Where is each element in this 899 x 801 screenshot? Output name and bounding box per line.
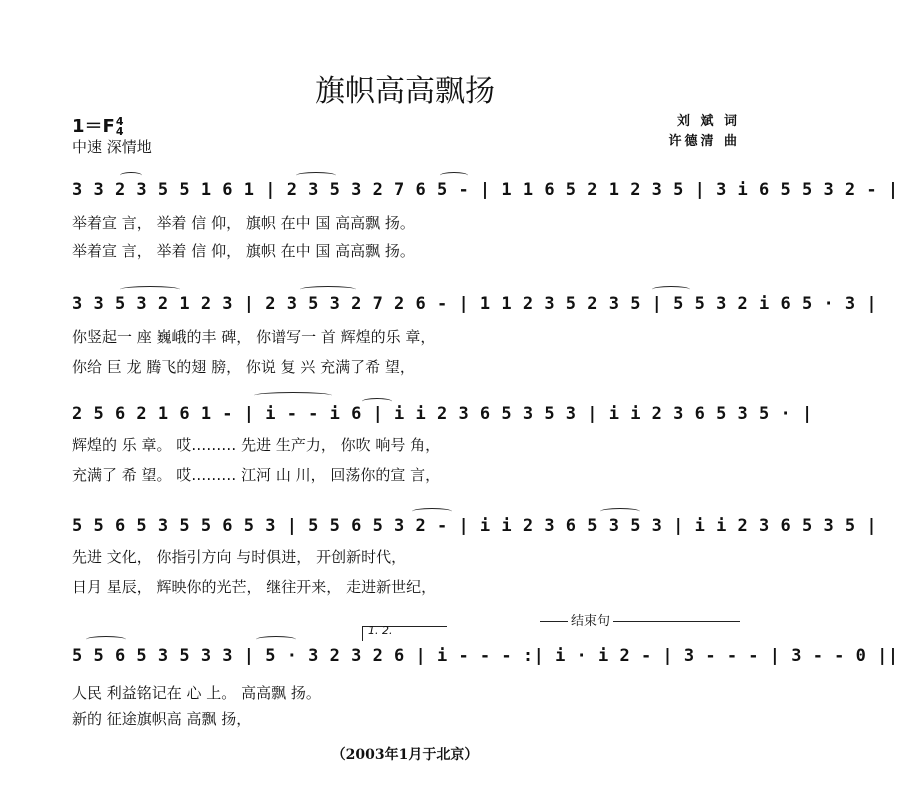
slur: [652, 286, 690, 293]
key-label: 1＝F: [72, 116, 115, 137]
notation-line-2: 3 3 5 3 2 1 2 3 | 2 3 5 3 2 7 2 6 - | 1 1 2 3 5 2 3 5 | 5 5 3 2 i 6 5 · 3 |: [72, 294, 878, 314]
song-title: 旗帜高高飘扬: [315, 74, 495, 109]
notation-line-1: 3 3 2 3 5 5 1 6 1 | 2 3 5 3 2 7 6 5 - | 1 1 6 5 2 1 2 3 5 | 3 i 6 5 5 3 2 - |: [72, 180, 899, 200]
time-signature: [116, 117, 124, 137]
lyric-line-2a: 你竖起一 座 巍峨的丰 碑， 你谱写一 首 辉煌的乐 章，: [72, 328, 436, 346]
time-sig-top: 4: [115, 115, 124, 128]
lyric-line-2b: 你给 巨 龙 腾飞的翅 膀， 你说 复 兴 充满了希 望，: [72, 358, 415, 376]
lyric-line-1a: 举着宣 言， 举着 信 仰， 旗帜 在中 国 高高飘 扬。: [72, 214, 415, 232]
notation-line-4: 5 5 6 5 3 5 5 6 5 3 | 5 5 6 5 3 2 - | i i 2 3 6 5 3 5 3 | i i 2 3 6 5 3 5 |: [72, 516, 878, 536]
lyric-line-4b: 日月 星辰， 辉映你的光芒， 继往开来， 走进新世纪，: [72, 578, 437, 596]
notation-line-5: 5 5 6 5 3 5 3 3 | 5 · 3 2 3 2 6 | i - - - :| i · i 2 - | 3 - - - | 3 - - 0 ||: [72, 646, 899, 666]
composer-credit: 许德清 曲: [668, 134, 740, 149]
lyric-line-3a: 辉煌的 乐 章。 哎……… 先进 生产力， 你吹 响号 角，: [72, 436, 441, 454]
lyric-line-5b: 新的 征途旗帜高 高飘 扬，: [72, 710, 252, 728]
slur: [86, 636, 126, 643]
key-signature: [72, 112, 123, 138]
slur: [412, 508, 452, 515]
slur: [296, 172, 336, 179]
coda-label: 结束句: [568, 610, 613, 629]
time-sig-bottom: 4: [115, 125, 124, 138]
lyric-line-4a: 先进 文化， 你指引方向 与时俱进， 开创新时代，: [72, 548, 407, 566]
slur: [120, 172, 142, 179]
slur: [120, 286, 180, 293]
lyricist-credit: 刘 斌 词: [676, 114, 740, 129]
lyric-line-3b: 充满了 希 望。 哎……… 江河 山 川， 回荡你的宣 言，: [72, 466, 441, 484]
slur: [440, 172, 468, 179]
composition-date: （2003年1月于北京）: [331, 747, 479, 763]
tempo-marking: 中速 深情地: [72, 138, 152, 156]
tie: [254, 392, 332, 399]
lyric-line-5a: 人民 利益铭记在 心 上。 高高飘 扬。: [72, 684, 321, 702]
slur: [256, 636, 296, 643]
slur: [600, 508, 640, 515]
volta-label: 1. 2.: [368, 624, 393, 637]
slur: [300, 286, 356, 293]
lyric-line-1b: 举着宣 言， 举着 信 仰， 旗帜 在中 国 高高飘 扬。: [72, 242, 415, 260]
notation-line-3: 2 5 6 2 1 6 1 - | i - - i 6 | i i 2 3 6 5 3 5 3 | i i 2 3 6 5 3 5 · |: [72, 404, 813, 424]
